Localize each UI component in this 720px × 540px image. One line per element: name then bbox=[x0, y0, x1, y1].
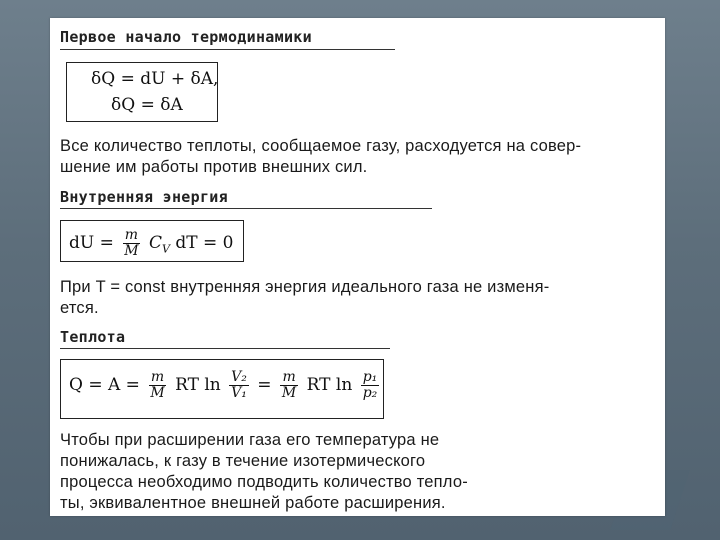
frac-numerator: V₂ bbox=[231, 369, 247, 385]
equation-box-heat bbox=[60, 359, 384, 419]
heading-heat: Теплота bbox=[60, 328, 126, 346]
heading-underline bbox=[60, 208, 432, 209]
eq-part: dT = 0 bbox=[175, 233, 234, 253]
frac-numerator: m bbox=[124, 227, 139, 243]
paragraph-internal-energy bbox=[60, 277, 549, 319]
text-line: процесса необходимо подводить количество тепло- bbox=[60, 473, 468, 491]
frac-numerator: m bbox=[150, 369, 165, 385]
text-line: ется. bbox=[60, 299, 99, 317]
frac-numerator: p₁ bbox=[362, 369, 378, 385]
fraction-m-over-M bbox=[148, 370, 166, 401]
document-page bbox=[50, 18, 665, 516]
heading-underline bbox=[60, 348, 390, 349]
eq-subscript: V bbox=[162, 242, 170, 256]
equation-heat-work: δQ = dU + δA, bbox=[91, 69, 219, 89]
eq-part: RT ln bbox=[306, 375, 353, 395]
frac-denominator: M bbox=[124, 243, 139, 259]
text-line: шение им работы против внешних сил. bbox=[60, 158, 368, 176]
frac-denominator: p₂ bbox=[362, 385, 378, 401]
text-line: Все количество теплоты, сообщаемое газу, расходуется на совер- bbox=[60, 137, 582, 155]
text-line: Чтобы при расширении газа его температура не bbox=[60, 431, 440, 449]
frac-denominator: M bbox=[281, 385, 297, 401]
eq-part: RT ln bbox=[175, 375, 221, 395]
fraction-m-over-M bbox=[122, 228, 140, 259]
frac-denominator: V₁ bbox=[231, 385, 247, 401]
equation-heat bbox=[69, 370, 382, 401]
fraction-volume-ratio bbox=[229, 370, 249, 401]
text-line: понижалась, к газу в течение изотермического bbox=[60, 452, 426, 470]
eq-part: dU = bbox=[69, 233, 114, 253]
heading-first-law: Первое начало термодинамики bbox=[60, 28, 312, 46]
eq-part: C bbox=[149, 233, 163, 253]
fraction-m-over-M bbox=[280, 370, 298, 401]
heading-internal-energy: Внутренняя энергия bbox=[60, 188, 228, 206]
fraction-pressure-ratio bbox=[361, 370, 380, 401]
paragraph-heat bbox=[60, 430, 468, 514]
heading-underline bbox=[60, 49, 395, 50]
frac-denominator: M bbox=[150, 385, 165, 401]
text-line: При T = const внутренняя энергия идеального газа не изменя- bbox=[60, 278, 550, 296]
eq-part: Q = A = bbox=[69, 375, 140, 395]
equation-internal-energy bbox=[69, 228, 233, 259]
equation-box-internal-energy bbox=[60, 220, 244, 262]
paragraph-first-law bbox=[60, 136, 581, 178]
eq-part: = bbox=[257, 375, 272, 395]
frac-numerator: m bbox=[282, 369, 296, 385]
equation-isothermal: δQ = δA bbox=[111, 95, 183, 115]
equation-box-first-law bbox=[66, 62, 218, 122]
text-line: ты, эквивалентное внешней работе расширения. bbox=[60, 494, 446, 512]
